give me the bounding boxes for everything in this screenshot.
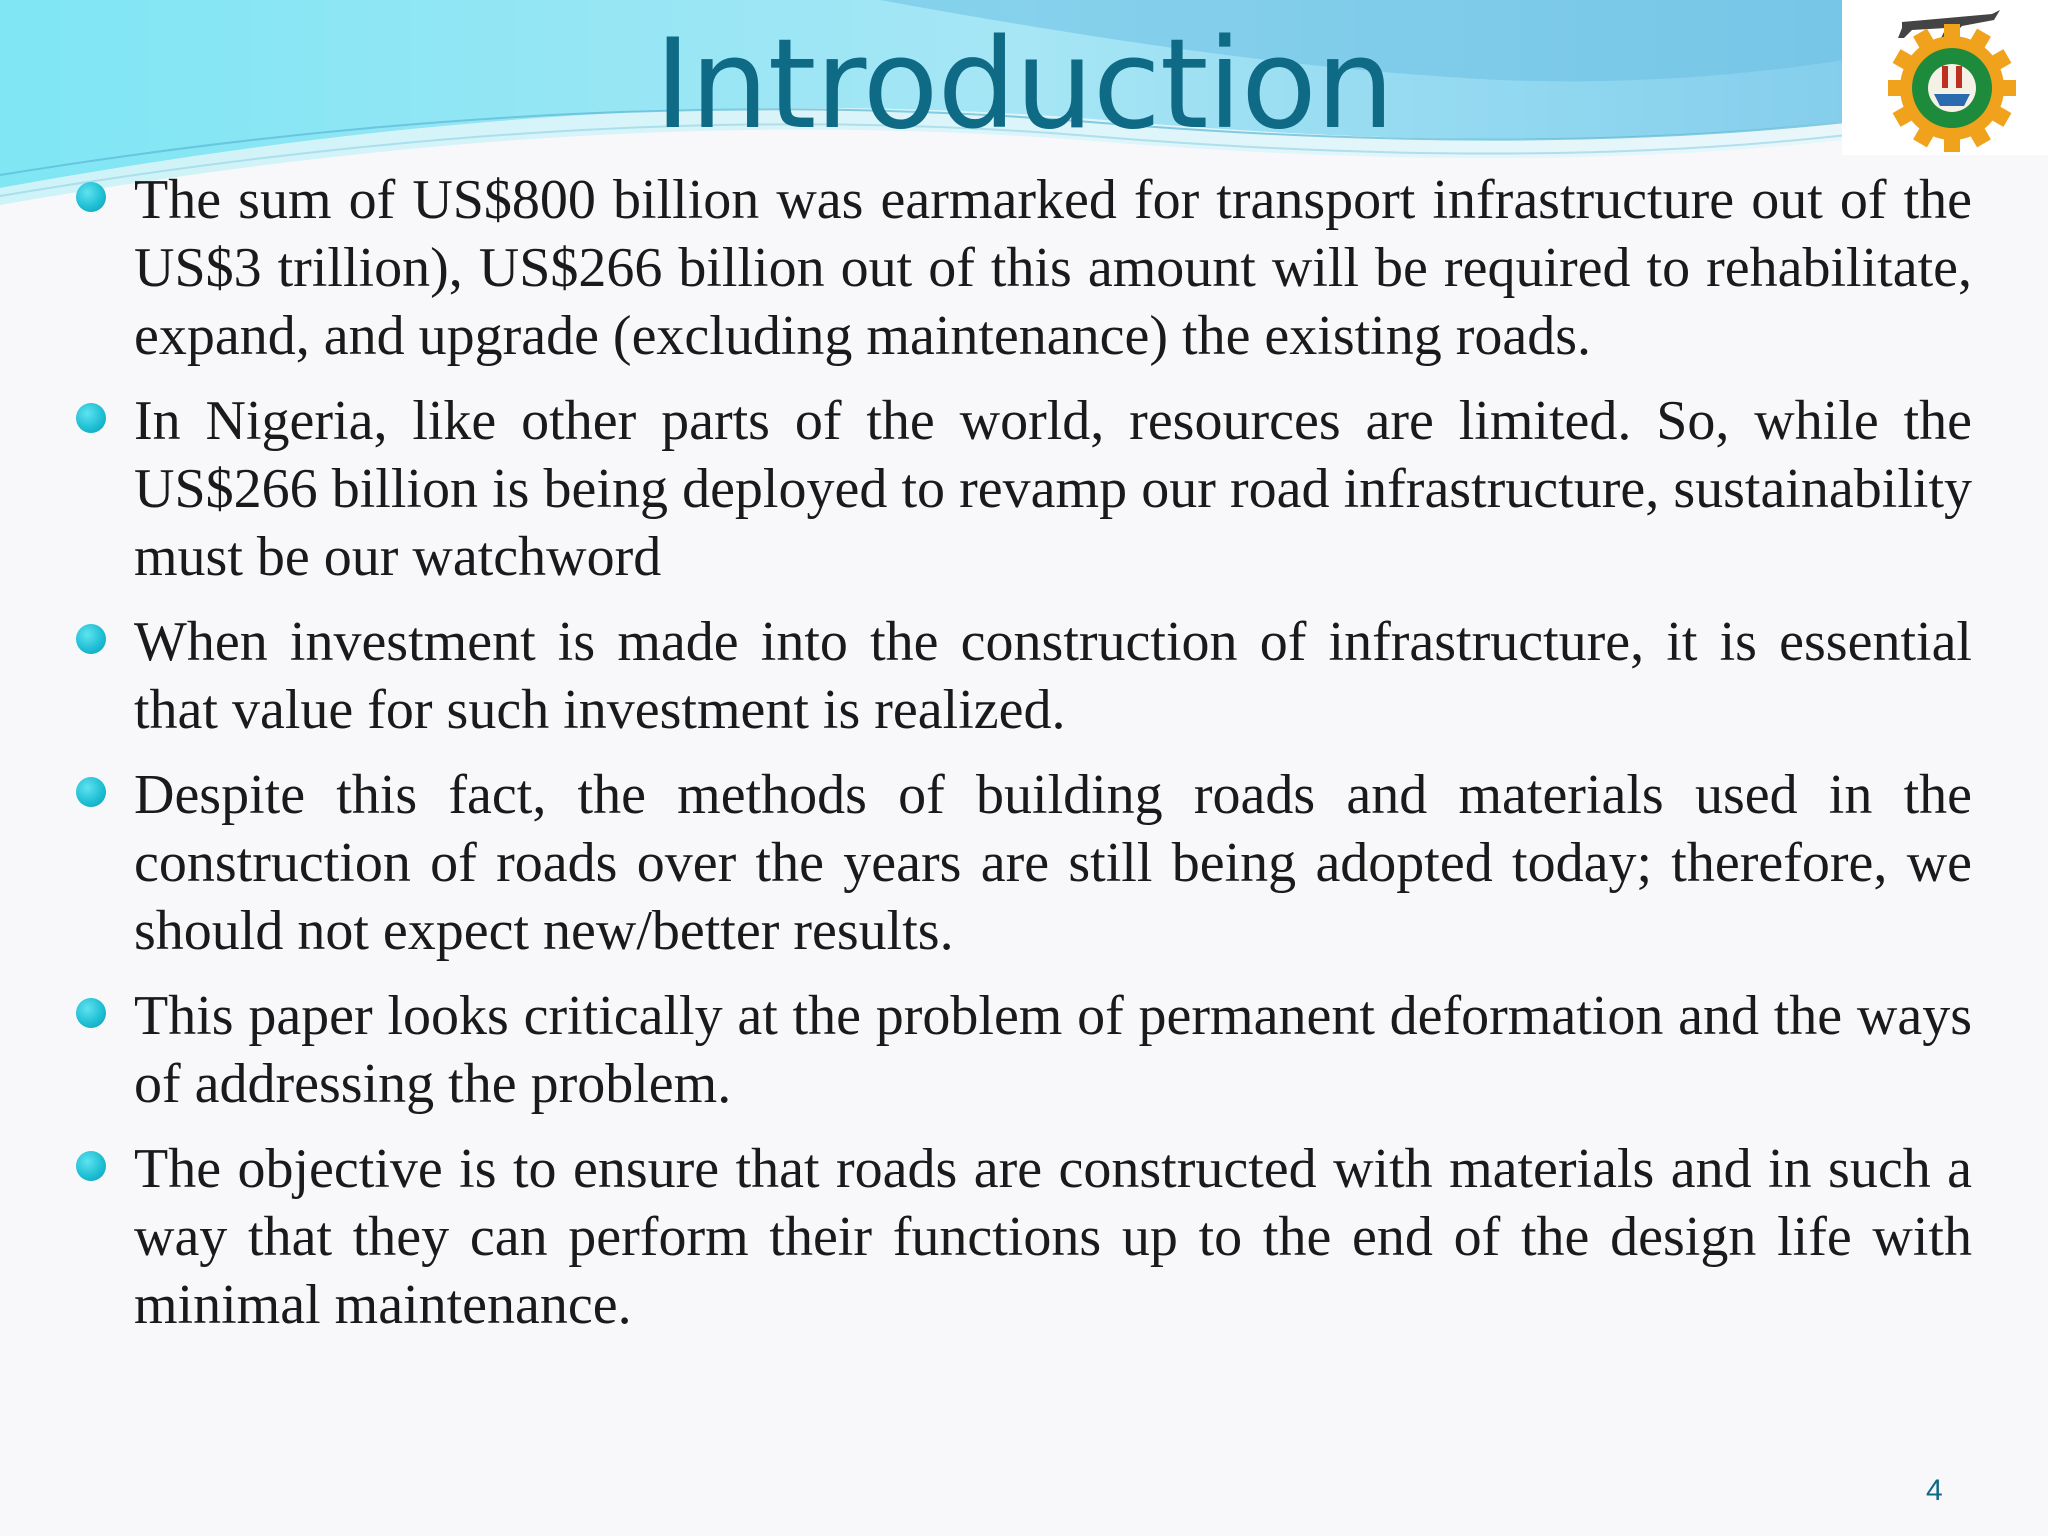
page-number: 4 (1926, 1474, 1943, 1507)
bullet-dot-icon (76, 182, 106, 212)
bullet-text: This paper looks critically at the problem of permanent deformation and the ways of addressing the problem. (134, 985, 1972, 1115)
bullet-dot-icon (76, 1151, 106, 1181)
bullet-text: The sum of US$800 billion was earmarked for transport infrastructure out of the US$3 trillion), US$266 billion out of this amount will be required to rehabilitate, expand, and upgrade (excluding maintenance) the existing roads. (134, 169, 1972, 367)
bullet-text: Despite this fact, the methods of building roads and materials used in the construction of roads over the years are still being adopted today; therefore, we should not expect new/better results. (134, 764, 1972, 962)
bullet-item (72, 166, 1972, 370)
bullet-item (72, 608, 1972, 744)
bullet-item (72, 387, 1972, 591)
bullet-dot-icon (76, 777, 106, 807)
bullet-item (72, 761, 1972, 965)
bullet-text: When investment is made into the construction of infrastructure, it is essential that value for such investment is realized. (134, 611, 1972, 741)
bullet-list (72, 166, 1972, 1356)
bullet-dot-icon (76, 624, 106, 654)
slide-title: Introduction (654, 13, 1394, 157)
bullet-item (72, 982, 1972, 1118)
nse-gear-logo-icon (1842, 0, 2048, 155)
bullet-dot-icon (76, 998, 106, 1028)
bullet-dot-icon (76, 403, 106, 433)
bullet-text: In Nigeria, like other parts of the world, resources are limited. So, while the US$266 billion is being deployed to revamp our road infrastructure, sustainability must be our watchword (134, 390, 1972, 588)
bullet-text: The objective is to ensure that roads are constructed with materials and in such a way that they can perform their functions up to the end of the design life with minimal maintenance. (134, 1138, 1972, 1336)
bullet-item (72, 1135, 1972, 1339)
